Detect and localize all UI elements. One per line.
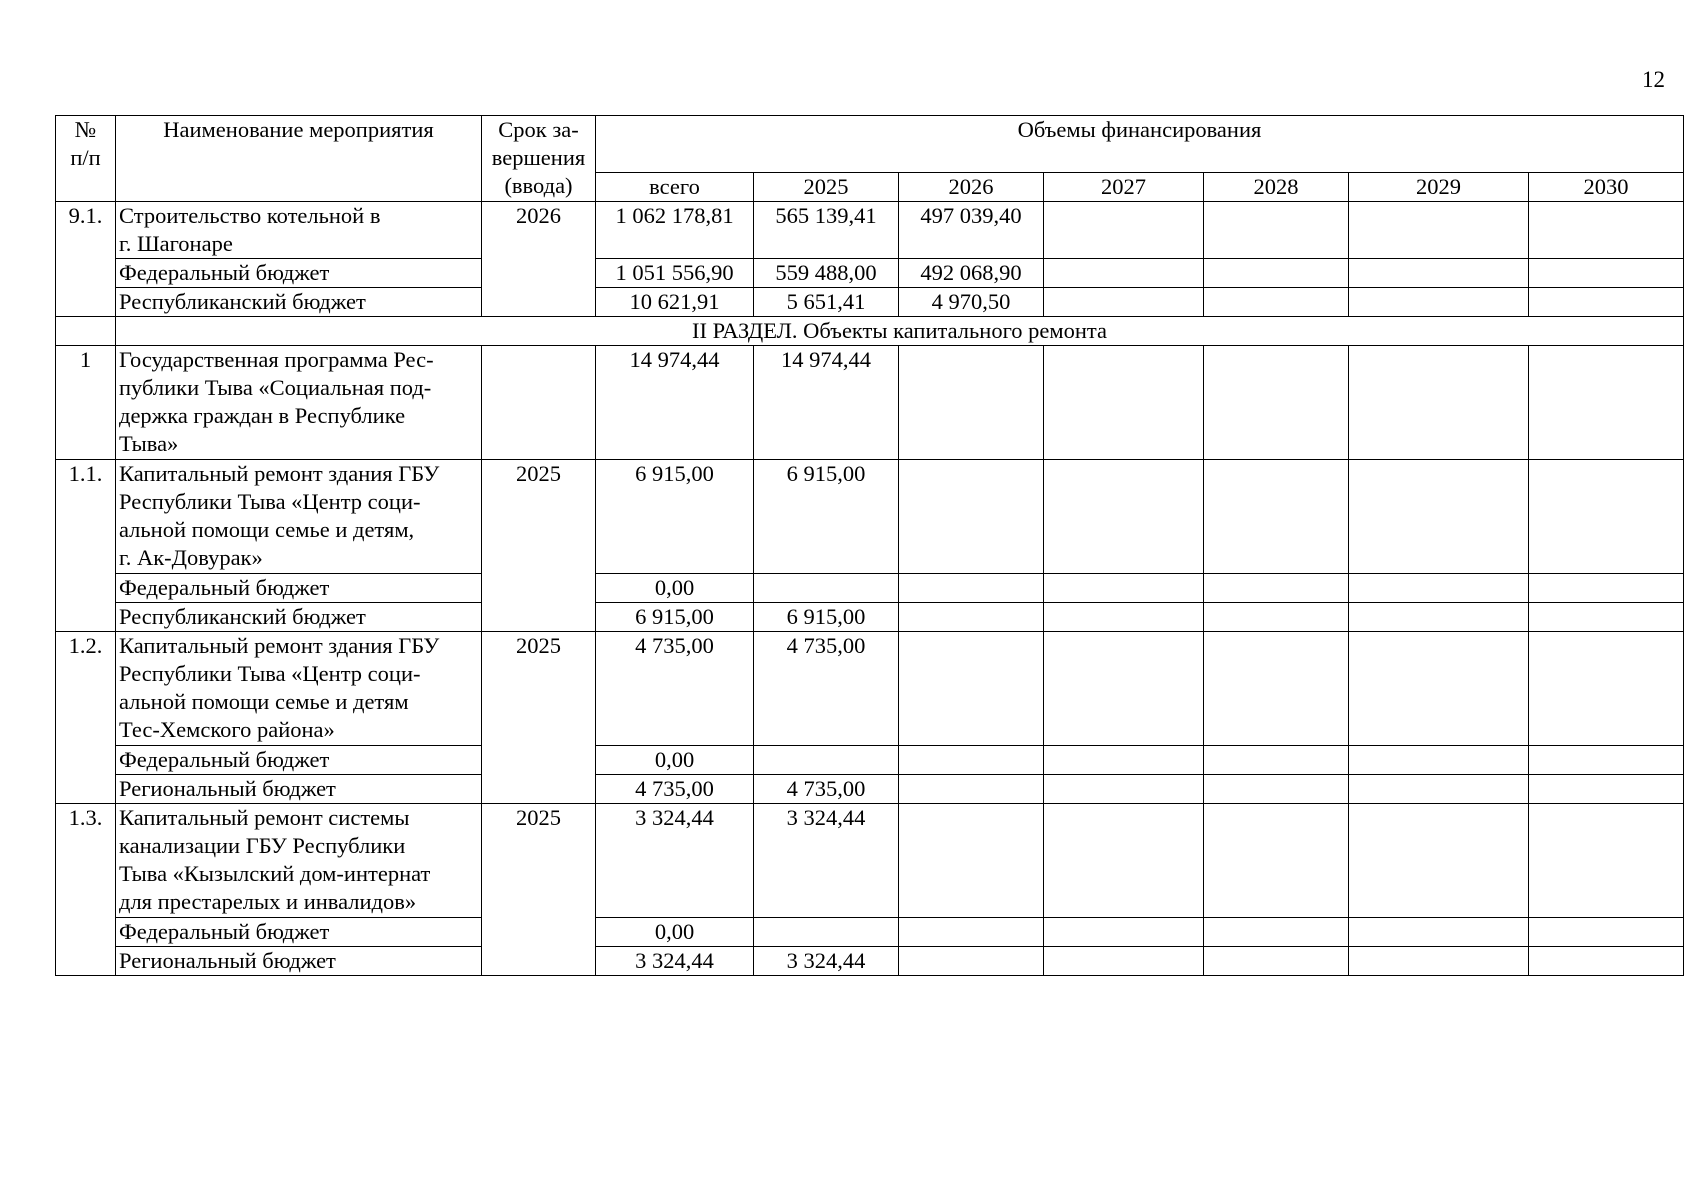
budget-label: Федеральный бюджет <box>116 746 482 775</box>
amount-cell <box>1044 746 1204 775</box>
amount-cell: 565 139,41 <box>754 202 899 259</box>
section-title: II РАЗДЕЛ. Объекты капитального ремонта <box>116 317 1684 346</box>
amount-cell <box>1044 259 1204 288</box>
completion-year: 2025 <box>482 804 596 976</box>
page-number: 12 <box>1642 67 1665 92</box>
amount-cell <box>1204 259 1349 288</box>
budget-label: Региональный бюджет <box>116 947 482 976</box>
amount-cell: 4 735,00 <box>596 632 754 746</box>
amount-cell <box>899 346 1044 460</box>
amount-cell: 6 915,00 <box>596 603 754 632</box>
financing-table <box>55 115 1684 976</box>
table-row <box>56 804 1684 918</box>
amount-cell <box>1529 202 1684 259</box>
amount-cell <box>1349 632 1529 746</box>
amount-cell <box>899 746 1044 775</box>
amount-cell: 4 735,00 <box>754 775 899 804</box>
amount-cell: 4 970,50 <box>899 288 1044 317</box>
budget-label: Республиканский бюджет <box>116 288 482 317</box>
header-deadline: Срок за- вершения (ввода) <box>482 116 596 202</box>
table-row <box>56 632 1684 746</box>
measure-name: Капитальный ремонт системы канализации ГБУ Республики Тыва «Кызылский дом-интернат для престарелых и инвалидов» <box>116 804 482 918</box>
amount-cell <box>899 804 1044 918</box>
amount-cell <box>1529 804 1684 918</box>
row-number: 1.2. <box>56 632 116 804</box>
amount-cell: 6 915,00 <box>596 460 754 574</box>
table-row <box>56 202 1684 259</box>
amount-cell <box>1349 346 1529 460</box>
amount-cell <box>1044 947 1204 976</box>
row-number: 1.1. <box>56 460 116 632</box>
amount-cell <box>1204 918 1349 947</box>
amount-cell <box>1044 804 1204 918</box>
amount-cell <box>1044 574 1204 603</box>
section-row <box>56 317 1684 346</box>
amount-cell <box>1044 918 1204 947</box>
amount-cell: 4 735,00 <box>596 775 754 804</box>
amount-cell <box>1204 804 1349 918</box>
header-num: № п/п <box>56 116 116 202</box>
amount-cell <box>1349 775 1529 804</box>
amount-cell <box>1204 746 1349 775</box>
amount-cell <box>1529 259 1684 288</box>
budget-label: Республиканский бюджет <box>116 603 482 632</box>
amount-cell <box>1349 947 1529 976</box>
amount-cell <box>1529 346 1684 460</box>
budget-row <box>56 288 1684 317</box>
amount-cell: 1 062 178,81 <box>596 202 754 259</box>
amount-cell: 3 324,44 <box>754 947 899 976</box>
amount-cell: 3 324,44 <box>596 947 754 976</box>
measure-name: Капитальный ремонт здания ГБУ Республики Тыва «Центр соци- альной помощи семье и детям Тес-Хемского района» <box>116 632 482 746</box>
amount-cell: 6 915,00 <box>754 603 899 632</box>
amount-cell <box>1204 775 1349 804</box>
budget-row <box>56 918 1684 947</box>
budget-row <box>56 603 1684 632</box>
amount-cell <box>754 574 899 603</box>
amount-cell: 5 651,41 <box>754 288 899 317</box>
amount-cell: 14 974,44 <box>596 346 754 460</box>
amount-cell: 14 974,44 <box>754 346 899 460</box>
amount-cell: 497 039,40 <box>899 202 1044 259</box>
amount-cell <box>1529 632 1684 746</box>
amount-cell: 0,00 <box>596 918 754 947</box>
budget-row <box>56 947 1684 976</box>
section-num-cell <box>56 317 116 346</box>
amount-cell: 3 324,44 <box>754 804 899 918</box>
budget-row <box>56 574 1684 603</box>
header-year-total: всего <box>596 173 754 202</box>
completion-year <box>482 346 596 460</box>
measure-name: Капитальный ремонт здания ГБУ Республики Тыва «Центр соци- альной помощи семье и детям, г. Ак-Довурак» <box>116 460 482 574</box>
header-year-2026: 2026 <box>899 173 1044 202</box>
amount-cell <box>1349 746 1529 775</box>
amount-cell <box>1349 918 1529 947</box>
amount-cell <box>1044 775 1204 804</box>
amount-cell <box>1204 460 1349 574</box>
completion-year: 2025 <box>482 460 596 632</box>
completion-year: 2025 <box>482 632 596 804</box>
completion-year: 2026 <box>482 202 596 317</box>
amount-cell: 559 488,00 <box>754 259 899 288</box>
header-year-2028: 2028 <box>1204 173 1349 202</box>
budget-label: Федеральный бюджет <box>116 918 482 947</box>
amount-cell <box>1349 603 1529 632</box>
amount-cell <box>899 460 1044 574</box>
budget-label: Федеральный бюджет <box>116 259 482 288</box>
amount-cell <box>1044 603 1204 632</box>
row-number: 1.3. <box>56 804 116 976</box>
table-body <box>56 202 1684 976</box>
table-row <box>56 460 1684 574</box>
amount-cell: 3 324,44 <box>596 804 754 918</box>
amount-cell <box>1044 288 1204 317</box>
header-name: Наименование мероприятия <box>116 116 482 202</box>
measure-name: Государственная программа Рес- публики Тыва «Социальная под- держка граждан в Республике Тыва» <box>116 346 482 460</box>
amount-cell <box>1529 746 1684 775</box>
amount-cell <box>1349 288 1529 317</box>
amount-cell: 6 915,00 <box>754 460 899 574</box>
amount-cell <box>1044 202 1204 259</box>
amount-cell <box>1204 632 1349 746</box>
amount-cell <box>1529 603 1684 632</box>
row-number: 1 <box>56 346 116 460</box>
amount-cell: 492 068,90 <box>899 259 1044 288</box>
amount-cell <box>899 632 1044 746</box>
amount-cell <box>899 574 1044 603</box>
amount-cell <box>1204 288 1349 317</box>
amount-cell <box>1044 346 1204 460</box>
budget-label: Региональный бюджет <box>116 775 482 804</box>
budget-row <box>56 259 1684 288</box>
table-row <box>56 346 1684 460</box>
amount-cell <box>1044 632 1204 746</box>
budget-row <box>56 746 1684 775</box>
amount-cell <box>899 947 1044 976</box>
amount-cell <box>754 746 899 775</box>
amount-cell <box>1204 574 1349 603</box>
amount-cell <box>1204 346 1349 460</box>
amount-cell <box>1529 947 1684 976</box>
amount-cell <box>1349 202 1529 259</box>
header-financing: Объемы финансирования <box>596 116 1684 173</box>
amount-cell <box>1204 202 1349 259</box>
amount-cell <box>899 918 1044 947</box>
amount-cell <box>1349 460 1529 574</box>
amount-cell <box>1349 259 1529 288</box>
amount-cell: 4 735,00 <box>754 632 899 746</box>
amount-cell <box>1529 288 1684 317</box>
amount-cell: 1 051 556,90 <box>596 259 754 288</box>
amount-cell <box>1349 804 1529 918</box>
header-year-2029: 2029 <box>1349 173 1529 202</box>
header-year-2030: 2030 <box>1529 173 1684 202</box>
amount-cell <box>1529 918 1684 947</box>
amount-cell <box>1349 574 1529 603</box>
amount-cell: 10 621,91 <box>596 288 754 317</box>
amount-cell <box>1204 947 1349 976</box>
amount-cell: 0,00 <box>596 574 754 603</box>
budget-label: Федеральный бюджет <box>116 574 482 603</box>
measure-name: Строительство котельной в г. Шагонаре <box>116 202 482 259</box>
amount-cell: 0,00 <box>596 746 754 775</box>
amount-cell <box>899 775 1044 804</box>
amount-cell <box>1529 775 1684 804</box>
amount-cell <box>1204 603 1349 632</box>
budget-row <box>56 775 1684 804</box>
amount-cell <box>1529 460 1684 574</box>
row-number: 9.1. <box>56 202 116 317</box>
table-header <box>56 116 1684 202</box>
amount-cell <box>754 918 899 947</box>
amount-cell <box>1529 574 1684 603</box>
header-year-2025: 2025 <box>754 173 899 202</box>
amount-cell <box>1044 460 1204 574</box>
header-year-2027: 2027 <box>1044 173 1204 202</box>
amount-cell <box>899 603 1044 632</box>
